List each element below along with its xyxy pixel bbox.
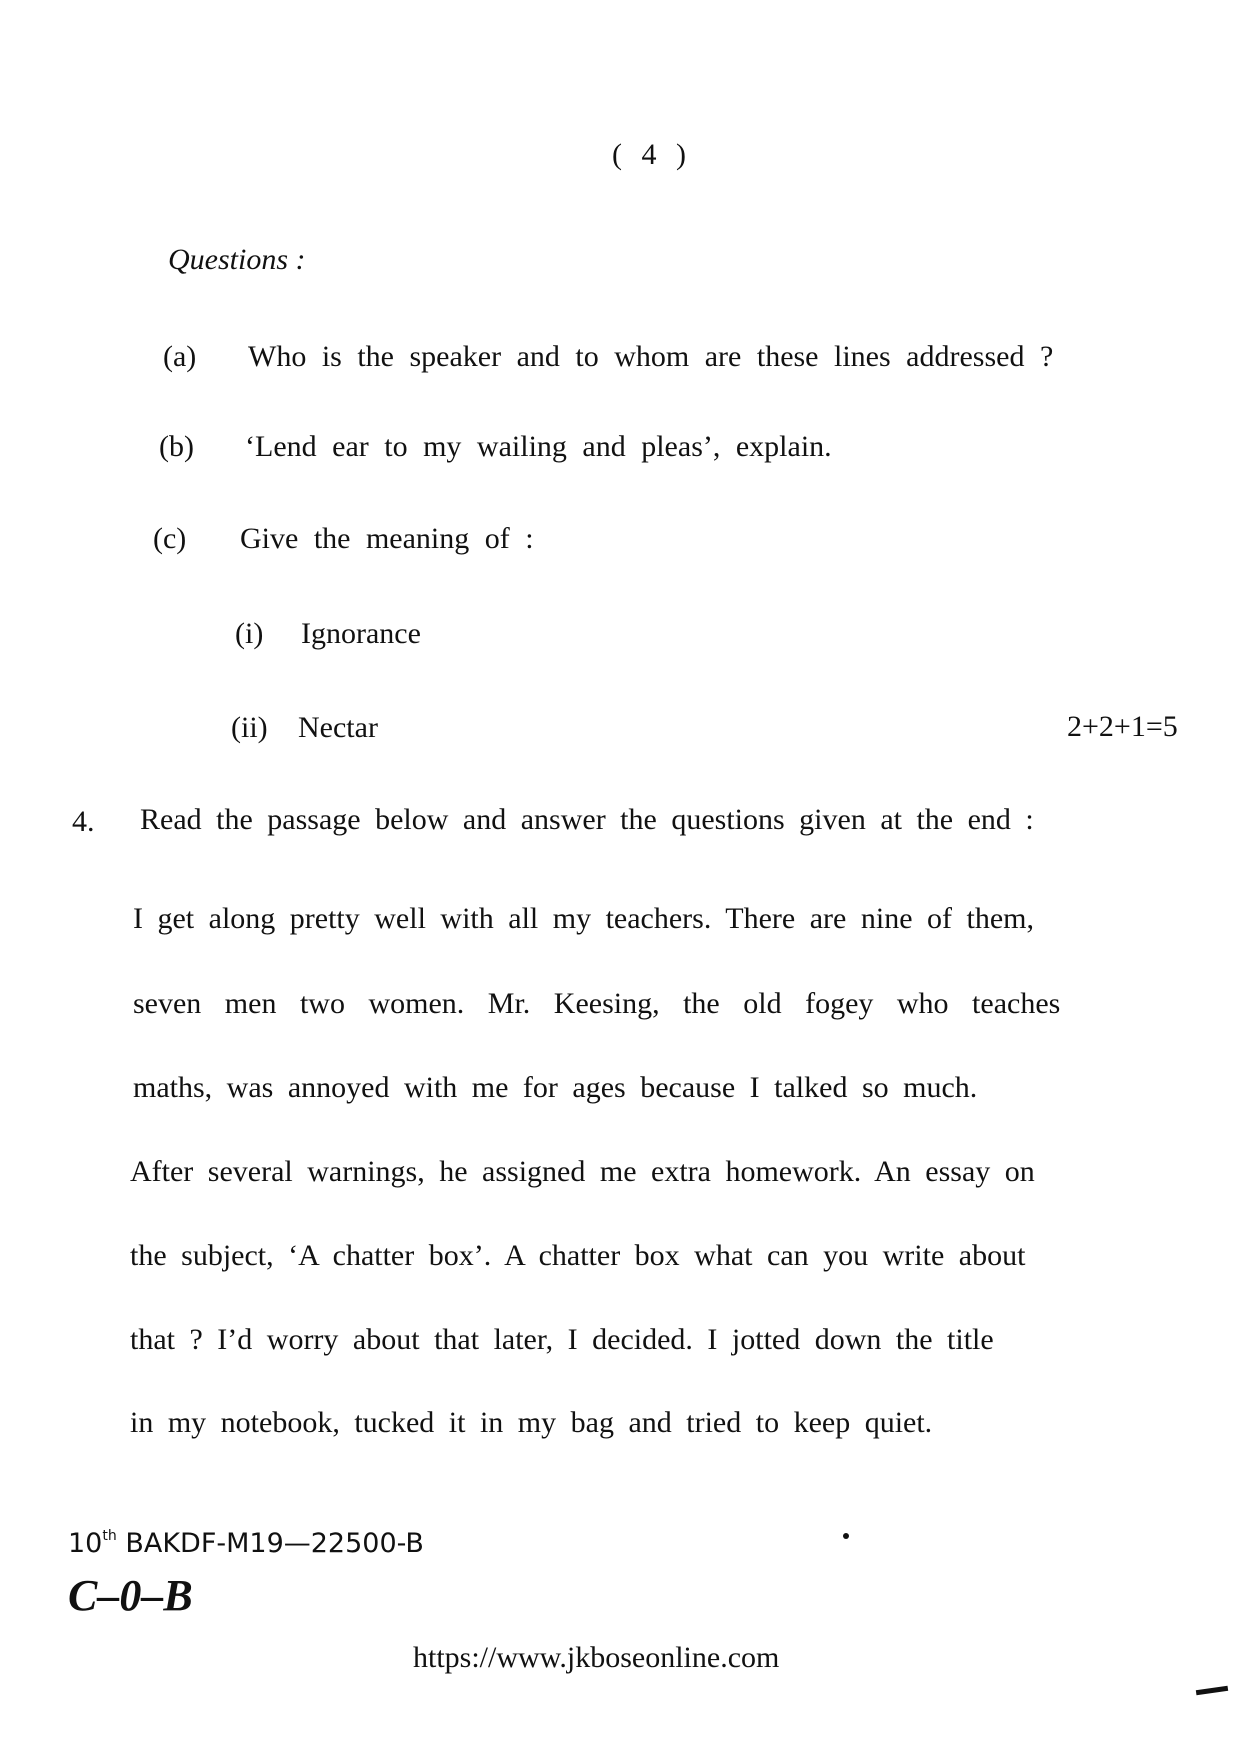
paper-code — [68, 1528, 424, 1559]
question-text: Give the meaning of : — [240, 522, 534, 555]
sub-question-label: (i) — [235, 617, 264, 650]
question-prompt: Read the passage below and answer the questions given at the end : — [140, 803, 1034, 836]
question-text: Who is the speaker and to whom are these lines addressed ? — [248, 340, 1054, 373]
marks-allocation: 2+2+1=5 — [1067, 710, 1178, 743]
passage-line: After several warnings, he assigned me extra homework. An essay on — [130, 1155, 1035, 1188]
ink-dot — [843, 1533, 849, 1539]
edge-mark — [1196, 1686, 1228, 1695]
passage-line: maths, was annoyed with me for ages because I talked so much. — [133, 1071, 978, 1104]
class-number: 10 — [68, 1528, 103, 1559]
footer-url: https://www.jkboseonline.com — [413, 1641, 780, 1674]
sub-question-label: (ii) — [231, 711, 268, 744]
passage-line: in my notebook, tucked it in my bag and tried to keep quiet. — [130, 1406, 933, 1439]
page-number: ( 4 ) — [612, 138, 692, 171]
questions-heading: Questions : — [168, 243, 306, 276]
passage-line: that ? I’d worry about that later, I decided. I jotted down the title — [130, 1323, 994, 1356]
passage-line: the subject, ‘A chatter box’. A chatter box what can you write about — [130, 1239, 1026, 1272]
passage-line: I get along pretty well with all my teachers. There are nine of them, — [133, 902, 1034, 935]
paper-code-text: BAKDF-M19—22500-B — [125, 1528, 424, 1559]
question-label: (b) — [159, 430, 194, 463]
booklet-code: C–0–B — [68, 1571, 193, 1620]
question-text: ‘Lend ear to my wailing and pleas’, explain. — [245, 430, 832, 463]
question-label: (c) — [153, 522, 187, 555]
sub-question-text: Ignorance — [301, 617, 421, 650]
question-number: 4. — [72, 805, 95, 838]
sub-question-text: Nectar — [298, 711, 378, 744]
question-label: (a) — [163, 340, 197, 373]
passage-line: seven men two women. Mr. Keesing, the old fogey who teaches — [133, 987, 1061, 1020]
class-suffix: th — [102, 1528, 117, 1544]
